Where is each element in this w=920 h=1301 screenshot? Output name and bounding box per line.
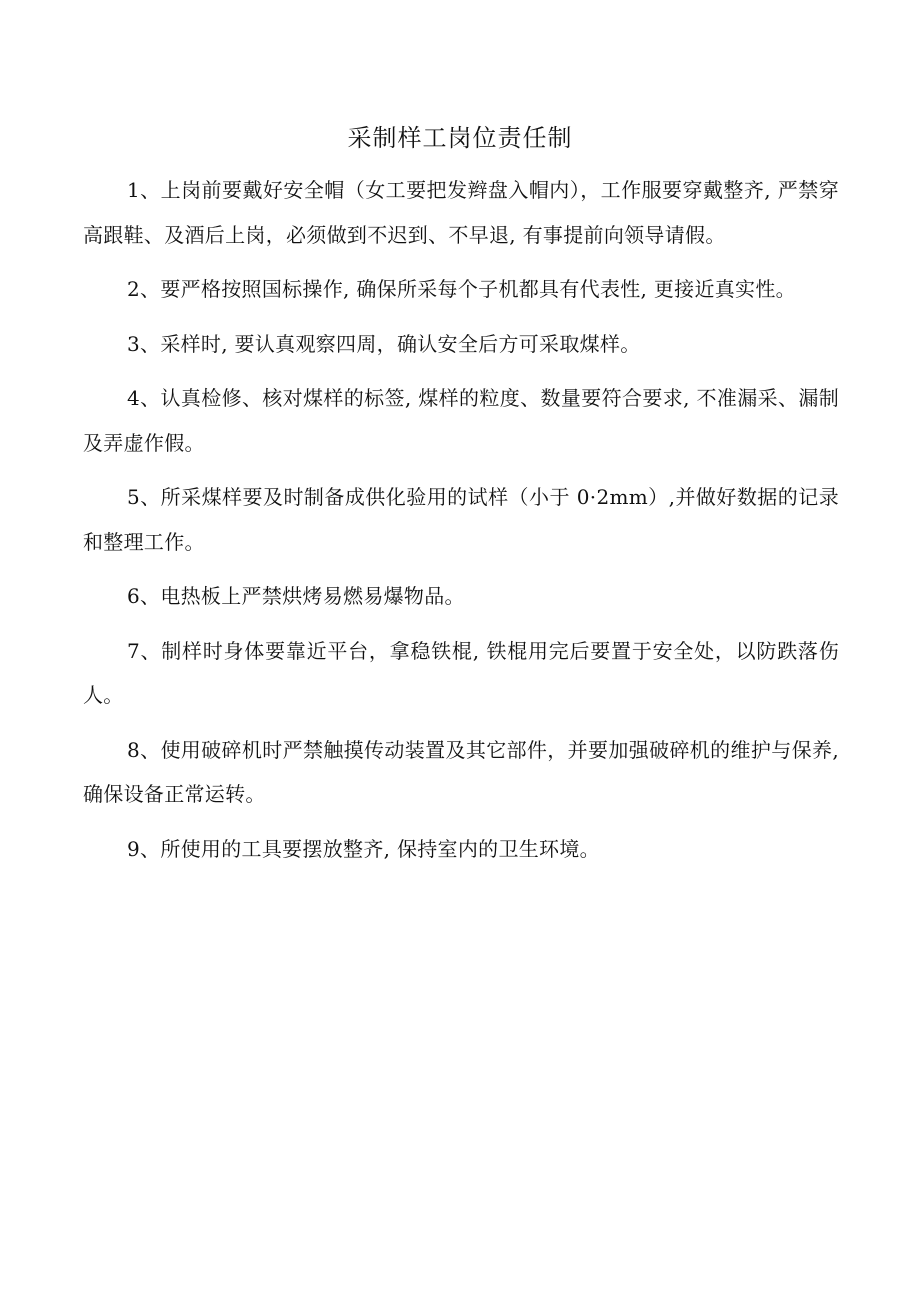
paragraph-8: 8、使用破碎机时严禁触摸传动装置及其它部件，并要加强破碎机的维护与保养, 确保设备正常运转。 [83, 737, 839, 806]
paragraph-4: 4、认真检修、核对煤样的标签, 煤样的粒度、数量要符合要求, 不准漏采、漏制及弄虚作假。 [83, 386, 839, 455]
paragraph-7: 7、制样时身体要靠近平台，拿稳铁棍, 铁棍用完后要置于安全处，以防跌落伤人。 [83, 638, 839, 707]
paragraph-2: 2、要严格按照国标操作, 确保所采每个子机都具有代表性, 更接近真实性。 [127, 277, 796, 301]
paragraph-6: 6、电热板上严禁烘烤易燃易爆物品。 [127, 584, 465, 608]
document-title: 采制样工岗位责任制 [347, 124, 573, 152]
paragraph-9: 9、所使用的工具要摆放整齐, 保持室内的卫生环境。 [127, 836, 600, 861]
paragraph-1: 1、上岗前要戴好安全帽（女工要把发辫盘入帽内），工作服要穿戴整齐, 严禁穿高跟鞋、及酒后上岗，必须做到不迟到、不早退, 有事提前向领导请假。 [83, 178, 839, 247]
paragraph-5: 5、所采煤样要及时制备成供化验用的试样（小于 0·2mm）,并做好数据的记录和整理工作。 [83, 485, 839, 554]
document-body [83, 168, 839, 881]
paragraph-3: 3、采样时, 要认真观察四周，确认安全后方可采取煤样。 [127, 331, 641, 356]
